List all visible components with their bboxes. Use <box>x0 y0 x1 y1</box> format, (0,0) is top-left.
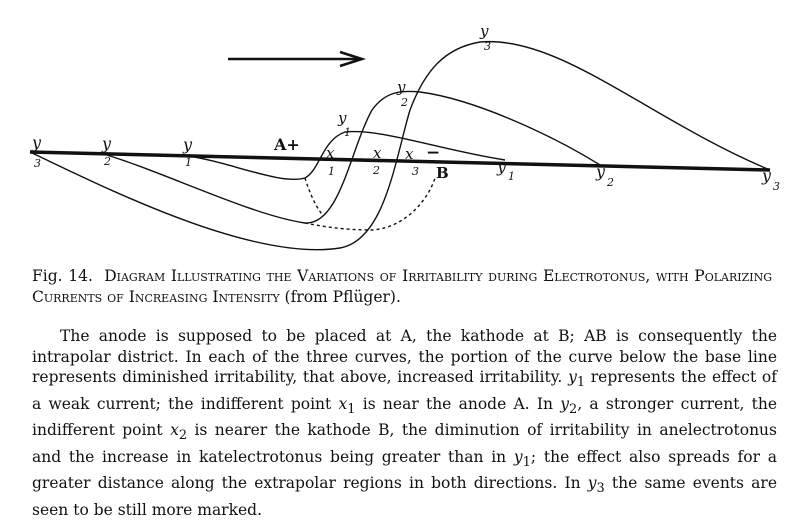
label-x1-sub: 1 <box>328 165 335 178</box>
var-y2: y <box>560 394 570 413</box>
body-text-1: The anode is supposed to be placed at A, the kathode at B; AB is consequently the intrapolar district. In each of the three curves, the portion of the curve below the base line represents diminished irritability, that above, increased irritability. <box>32 327 777 386</box>
var-y1-second: y <box>513 447 523 466</box>
label-y1-peak-sub: 1 <box>344 126 351 139</box>
label-y1-right-sub: 1 <box>508 170 515 183</box>
label-x1: x <box>326 144 335 162</box>
var-y3: y <box>587 474 597 493</box>
var-y3-sub: 3 <box>596 481 605 497</box>
label-y2-peak-sub: 2 <box>401 96 408 109</box>
label-y3-peak: y <box>480 22 489 40</box>
figure-number: Fig. 14. <box>32 267 93 285</box>
label-y2-left: y <box>102 134 112 153</box>
label-y2-peak: y <box>397 78 406 96</box>
figure-source: (from Pflüger). <box>284 288 401 306</box>
label-anode: A+ <box>274 135 300 154</box>
var-x1: x <box>338 394 348 413</box>
label-x3-sub: 3 <box>412 165 419 178</box>
label-kathode-minus: − <box>426 143 441 163</box>
var-x1-sub: 1 <box>347 401 356 417</box>
var-y2-sub: 2 <box>569 401 578 417</box>
label-y3-peak-sub: 3 <box>484 40 491 53</box>
curve-y3 <box>30 42 770 250</box>
var-y1-sub: 1 <box>576 375 586 391</box>
body-text-7: the same events are seen to be still more marked. <box>32 474 777 519</box>
var-x2-sub: 2 <box>178 428 188 444</box>
curve-y2-intrapolar-dashed <box>305 178 435 230</box>
body-text-4: , a stronger current, the indifferent point <box>32 394 778 440</box>
body-text-2: represents the effect of a weak current; the indifferent point <box>32 368 777 413</box>
label-y2-left-sub: 2 <box>104 155 111 168</box>
curve-y1-intrapolar-dashed <box>305 178 322 214</box>
current-direction-arrow <box>228 52 362 66</box>
label-x3: x <box>405 145 414 163</box>
var-y1-second-sub: 1 <box>522 454 531 470</box>
var-x2: x <box>170 421 179 440</box>
label-y1-left-sub: 1 <box>185 156 192 169</box>
body-text-3: is near the anode A. In <box>355 394 561 413</box>
label-x2-sub: 2 <box>373 164 380 177</box>
label-y1-right: y <box>497 157 507 176</box>
label-y3-left-sub: 3 <box>34 157 41 170</box>
label-y2-right-sub: 2 <box>607 176 614 189</box>
var-y1: y <box>568 368 577 386</box>
label-y2-right: y <box>596 162 606 181</box>
label-y3-left: y <box>32 133 42 152</box>
label-y1-left: y <box>183 135 193 154</box>
figure-title: Diagram Illustrating the Variations of Irritability during Electrotonus, with Polarizing Currents of Increasing Intensity <box>32 267 772 306</box>
label-y1-peak: y <box>338 109 347 127</box>
label-y3-right: y <box>762 166 772 185</box>
explanation-paragraph <box>32 326 777 520</box>
label-kathode: B <box>436 164 449 182</box>
body-text-6: ; the effect also spreads for a greater distance along the extrapolar regions in both directions. In <box>32 447 777 493</box>
label-x2: x <box>373 144 382 162</box>
body-text-5: is nearer the kathode B, the diminution of irritability in anelectrotonus and the increase in katelectrotonus being greater than in <box>32 421 777 466</box>
figure-caption <box>32 266 772 308</box>
label-y3-right-sub: 3 <box>773 180 780 193</box>
